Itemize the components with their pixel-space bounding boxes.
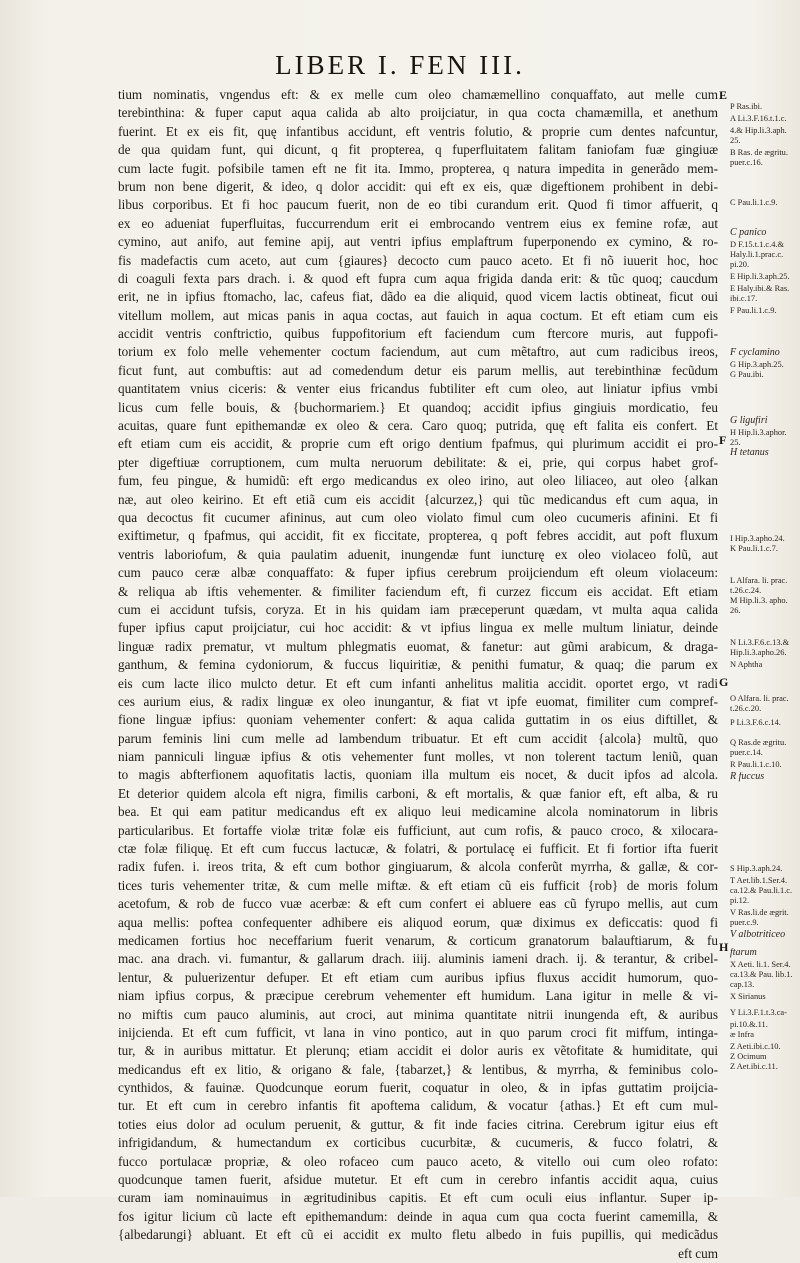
margin-note: T Aet.lib.1.Ser.4. <box>730 876 788 885</box>
margin-note: Z Aeti.ibi.c.10. <box>730 1042 781 1051</box>
text-line: inijcienda. Et eft cum fufficit, vt lana in vino pontico, aut in quo parum croci fit miffum, intinga- <box>118 1024 718 1040</box>
text-line: & reliqua ab iftis vehementer. & fimiliter faciendum eft, fi curzez ficcum eis accidat. Eft etiam <box>118 583 718 599</box>
text-line: linguæ radix prematur, vt multum phlegmatis euomat, & fanetur: aut gũmi arabicum, & draga- <box>118 638 718 654</box>
margin-note: ftarum <box>730 948 757 958</box>
text-line: cum ei accidunt tufsis, coryza. Et in his quidam iam præceperunt quædam, vt multa aqua calida <box>118 601 718 617</box>
margin-note: ca.13.& Pau. lib.1. <box>730 970 793 979</box>
margin-note: R Pau.li.1.c.10. <box>730 760 782 769</box>
text-line: tices turis vehementer tritæ, & cum melle miftæ. & eft etiam cũ eis fufficit {rob} de moris folum <box>118 877 718 893</box>
text-line: acetofum, & rob de fucco vuæ acerbæ: & eft cum confert ei abluere eas cũ fyrupo mellis, aut cum <box>118 896 718 912</box>
main-text-column <box>118 86 718 1263</box>
section-letter: F <box>719 433 727 447</box>
margin-note: X Sirianus <box>730 992 766 1001</box>
margin-note: O Alfara. li. prac. <box>730 694 789 703</box>
margin-note: Q Ras.de ægritu. <box>730 738 787 747</box>
margin-note: S Hip.3.aph.24. <box>730 864 783 873</box>
margin-note: G Pau.ibi. <box>730 370 764 379</box>
text-line: fis madefactis cum aceto, aut cum {giaures} decocto cum pauco aceto. Et fi nõ iuuerit hoc, hoc <box>118 252 718 268</box>
margin-note: N Aphtha <box>730 660 763 669</box>
margin-note: I Hip.3.apho.24. <box>730 534 785 543</box>
margin-note: V albotriticeo <box>730 930 786 940</box>
text-line: mac. ana drach. vi. fumantur, & gallarum drach. iiij. aluminis iameni drach. ij. & terantur, & cribel- <box>118 951 718 967</box>
margin-note: N Li.3.F.6.c.13.& <box>730 638 790 647</box>
text-line: vitellum mollem, aut micas panis in aqua coctas, aut fauich in aqua coctum. Et eft etiam cum eis <box>118 307 718 323</box>
margin-note: P Ras.ibi. <box>730 102 763 111</box>
margin-note: Z Aet.ibi.c.11. <box>730 1062 778 1071</box>
margin-note: V Ras.li.de ægrit. <box>730 908 789 917</box>
margin-note: cap.13. <box>730 980 755 989</box>
margin-note: pi.20. <box>730 260 750 269</box>
margin-note: puer.c.9. <box>730 918 759 927</box>
text-line: niam ipfius corpus, & præcipue cerebrum vehementer eft humidum. Lana igitur in melle & vi- <box>118 988 718 1004</box>
text-line: cum pauco ceræ albæ conquaffato: & fuper ipfius cerebrum proijciendum eft oleum violaceum: <box>118 565 718 581</box>
text-line: exiftimetur, q fpafmus, qui accidit, fit ex ficcitate, propterea, q poft febres accidit, aut poft fluxum <box>118 528 718 544</box>
text-line: parum feminis lini cum melle ad lambendum tribuatur. Et eft cum accidit {alcola} multũ, quo <box>118 730 718 746</box>
margin-note: L Alfara. li. prac. <box>730 576 788 585</box>
text-line: {albedarungi} abluant. Et eft cũ ei accidit ex multo fletu albedo in fuis pupillis, qui medicãdus <box>118 1227 718 1243</box>
margin-note: B Ras. de ægritu. <box>730 148 788 157</box>
margin-note: E Haly.ibi.& Ras. <box>730 284 790 293</box>
text-line: radix fufen. i. ireos trita, & eft cum bothor gingiuarum, & alcola conferũt myrrha, & gallæ, & cor- <box>118 859 718 875</box>
text-line: eis cum lacte ilico mulcto detur. Et eft cum infanti anhelitus malitia accidit. oportet ergo, vt radi <box>118 675 718 691</box>
text-line: torium ex folo melle vehementer coctum faciendum, aut cum mẽtaftro, aut cum radicibus ireos, <box>118 344 718 360</box>
margin-note: puer.c.16. <box>730 158 763 167</box>
section-letter: E <box>719 88 728 102</box>
margin-note: pi.10.&.11. <box>730 1020 768 1029</box>
text-line: bea. Et qui eam patitur medicandus eft ex aliquo leui medicamine alcola nominatorum in libris <box>118 804 718 820</box>
margin-note: R fuccus <box>730 772 765 782</box>
text-line: toties eius dolor ad oculum peruenit, & guttur, & fit inde facies citrina. Cerebrum igitur eius eft <box>118 1116 718 1132</box>
margin-note: G Hip.3.aph.25. <box>730 360 784 369</box>
margin-note: H tetanus <box>730 448 769 458</box>
text-line: brum non bene digerit, & ideo, q dolor accidit: qui eft ex eis, quæ digeftionem prohibent in debi- <box>118 178 718 194</box>
text-line: acuitas, quare funt epithemandæ ex oleo & cera. Caro quoq; putrida, quę eft falita eis confert. Et <box>118 418 718 434</box>
margin-note: K Pau.li.1.c.7. <box>730 544 778 553</box>
text-line: curam iam nominauimus in ægritudinibus capitis. Et eft cum oculi eius inflantur. Super ip- <box>118 1190 718 1206</box>
text-line: erit, ne in ipfius ftomacho, lac, cafeus fiat, dãdo ea die aliquid, quod vicem lactis obtineat, ficut oui <box>118 289 718 305</box>
margin-note: F cyclamino <box>730 348 780 358</box>
margin-note: D F.15.t.1.c.4.& <box>730 240 784 249</box>
margin-note: E Hip.li.3.aph.25. <box>730 272 790 281</box>
text-line: ctæ folæ filiquę. Et eft cum fuccus lactucæ, & folatri, & portulacę ei fufficit. Et fi fortior ifta fuerit <box>118 841 718 857</box>
text-line: cynthidos, & fauinæ. Quodcunque eorum fuerit, coquatur in oleo, & in ipfas guttatim proijcia- <box>118 1080 718 1096</box>
margin-note: 26. <box>730 606 741 615</box>
text-line: de qua quidam funt, qui dicunt, q fit propterea, q fuperfluitatem falitam faniofam fuæ gingiuæ <box>118 142 718 158</box>
text-line: aqua mellis: poftea confequenter adhibere eis aliquod eorum, quæ diximus ex deficcatis: quod fi <box>118 914 718 930</box>
text-line: cum lacte fugit. pofsibile tamen eft ne fit ita. Immo, propterea, q natura impedita in generãdo mem- <box>118 160 718 176</box>
margin-note: Z Ocimum <box>730 1052 767 1061</box>
text-line: licus cum felle bouis, & {buchormariem.} Et quandoq; accidit ipfius gingiuis mordicatio, feu <box>118 399 718 415</box>
text-line: quodcunque tamen fuerit, afsidue mutetur. Et eft cum in cerebro infantis accidit aqua, cuius <box>118 1172 718 1188</box>
text-line: ficut funt, aut combuftis: aut ad comedendum detur eis parum mellis, aut terebinthinæ fecũdum <box>118 362 718 378</box>
margin-note: F Pau.li.1.c.9. <box>730 306 777 315</box>
margin-note: X Aeti. li.1. Ser.4. <box>730 960 791 969</box>
text-line: niam panniculi linguæ ipfius & otis vehementer funt molles, vt non tolerent tactum leniũ, quan <box>118 749 718 765</box>
text-line: fos igitur licium cũ lacte eft epithemandum: deinde in aqua cum qua cocta fuerint camemilla, & <box>118 1208 718 1224</box>
text-line: lentur, & puluerizentur defuper. Et eft etiam cum auribus ipfius fluxus accidit humorum, quo- <box>118 969 718 985</box>
text-line: ces aurium eius, & radix linguæ ex oleo inungantur, & fiat vt ipfe euomat, fimiliter cum compref- <box>118 693 718 709</box>
text-line: medicandus eft ex litio, & origano & fale, {tabarzet,} & lentibus, & myrrha, & feminibus colo- <box>118 1061 718 1077</box>
text-line: infrigidandum, & humectandum ex corticibus cucurbitæ, & cucumeris, & fucco folatri, & <box>118 1135 718 1151</box>
section-letter: H <box>719 940 729 954</box>
text-line: qua decoctus fit cucumer afininus, aut cum oleo violato fimul cum oleo cucumeris afinini. Et fi <box>118 509 718 525</box>
margin-note: t.26.c.20. <box>730 704 762 713</box>
margin-note: Hip.li.3.apho.26. <box>730 648 787 657</box>
margin-note: Y Li.3.F.1.t.3.ca- <box>730 1008 787 1017</box>
text-line: ex eo adueniat fuperfluitas, fuccurrendum erit ei embrocando ventrem eius ex femine rofæ, aut <box>118 215 718 231</box>
text-line: tium nominatis, vngendus eft: & ex melle cum oleo chamæmellino conquaffato, aut melle cum <box>118 87 718 102</box>
text-line: medicamen fortius hoc neceffarium fuerit venarum, & corticum granatorum balauftiarum, & fu <box>118 932 718 948</box>
text-line: di coaguli fexta pars drach. i. & quod eft fupra cum aqua frigida danda erit: & tũc quoq; caucdum <box>118 270 718 286</box>
text-line: fuerint. Et ex eis fit, quę infantibus accidunt, eft ventris folutio, & proprie cum dentes nafcuntur, <box>118 123 718 139</box>
margin-note: H Hip.li.3.aphor. <box>730 428 787 437</box>
section-letter: G <box>719 675 729 689</box>
text-line: accidit ventris conftrictio, quibus fuppofitorium eft faciendum cum ftercore muris, aut fuppofi- <box>118 326 718 342</box>
margin-note: 25. <box>730 136 741 145</box>
text-line: to magis abfterfionem aquofitatis lactis, quoniam illa multum eis nocet, & ducit ipfos ad alcola. <box>118 767 718 783</box>
margin-note: Haly.li.1.prac.c. <box>730 250 784 259</box>
text-line: terebinthina: & fuper caput aqua calida ab alto proijciatur, in qua cocta chamæmilla, et anethum <box>118 105 718 121</box>
margin-note: C Pau.li.1.c.9. <box>730 198 778 207</box>
text-line: fum, feu pingue, & humidũ: eft ergo medicandus ex oleo irino, aut oleo liliaceo, aut oleo {alkan <box>118 473 718 489</box>
margin-note: ibi.c.17. <box>730 294 758 303</box>
margin-note: 4.& Hip.li.3.aph. <box>730 126 787 135</box>
text-line: pter digeftiuæ corruptionem, cum multa neruorum debilitate: & ei, prie, qui corpus habet grof- <box>118 454 718 470</box>
text-line: fucco portulacæ propriæ, & oleo rofaceo cum pauco aceto, & vitello oui cum oleo rofato: <box>118 1153 718 1169</box>
text-line: cymino, aut anifo, aut femine apij, aut ventri ipfius emplaftrum fuperponendo ex cymino, & ro- <box>118 234 718 250</box>
margin-note: æ Infra <box>730 1030 754 1039</box>
margin-note: G ligufiri <box>730 416 768 426</box>
text-line: eft etiam cum eis accidit, & proprie cum eft origo dentium fpafmus, qui plurimum accidit ei pro- <box>118 436 718 452</box>
margin-note: P Li.3.F.6.c.14. <box>730 718 781 727</box>
margin-note: puer.c.14. <box>730 748 763 757</box>
margin-note: pi.12. <box>730 896 750 905</box>
text-line: tur, & in auribus mittatur. Et plerunq; etiam accidit ei dolor auris ex vẽtofitate & humiditate, qui <box>118 1043 718 1059</box>
text-line: quantitatem vnius ciceris: & venter eius fricandus fubtiliter eft cum oleo, aut liniatur ipfius vmbi <box>118 381 718 397</box>
margin-note: M Hip.li.3. apho. <box>730 596 788 605</box>
text-line: fuper ipfius caput proijciatur, cui hoc accidit: & vt ipfius lingua ex melle multum liniatur, deinde <box>118 620 718 636</box>
text-line: tur. Et eft cum in cerebro infantis fit apoftema calidum, & vocatur {athas.} Et eft cum mul- <box>118 1098 718 1114</box>
text-line: fione linguæ ipfius: quoniam vehementer confert: & aqua calida guttatim in os eius diftillet, & <box>118 712 718 728</box>
text-line: næ, aut oleo keirino. Et eft etiã cum eis accidit {alcurzez,} qui tũc medicandus eft cum aqua, in <box>118 491 718 507</box>
text-line: Et deterior quidem alcola eft nigra, fimilis carboni, & eft mortalis, & quæ fanior eft, eft alba, & ru <box>118 785 718 801</box>
running-header: LIBER I. FEN III. <box>275 50 525 80</box>
margin-note: ca.12.& Pau.li.1.c. <box>730 886 793 895</box>
text-line: eft cum <box>678 1245 718 1261</box>
text-line: libus corporibus. Et fi hoc paucum fuerit, non de eo tibi curandum erit. Quod fi timor affuerit, q <box>118 197 718 213</box>
text-line: ventris laboriofum, & quia paulatim aduenit, inungendæ funt iuncturę ex oleo violaceo folũ, aut <box>118 546 718 562</box>
text-line: particularibus. Et fortaffe violæ tritæ folæ eis fufficiunt, aut cum rofis, & pauco croco, & xilocara- <box>118 822 718 838</box>
text-line: no miftis cum pauco aluminis, aut croci, aut minima quantitate nitrii inungenda eft, & auribus <box>118 1006 718 1022</box>
text-line: ganthum, & femina cydoniorum, & fuccus liquiritiæ, & penithi fumatur, & quaq; die parum ex <box>118 657 718 673</box>
margin-note: 25. <box>730 438 741 447</box>
margin-note: t.26.c.24. <box>730 586 762 595</box>
margin-note: A Li.3.F.16.t.1.c. <box>730 114 787 123</box>
margin-note: C panico <box>730 228 767 238</box>
